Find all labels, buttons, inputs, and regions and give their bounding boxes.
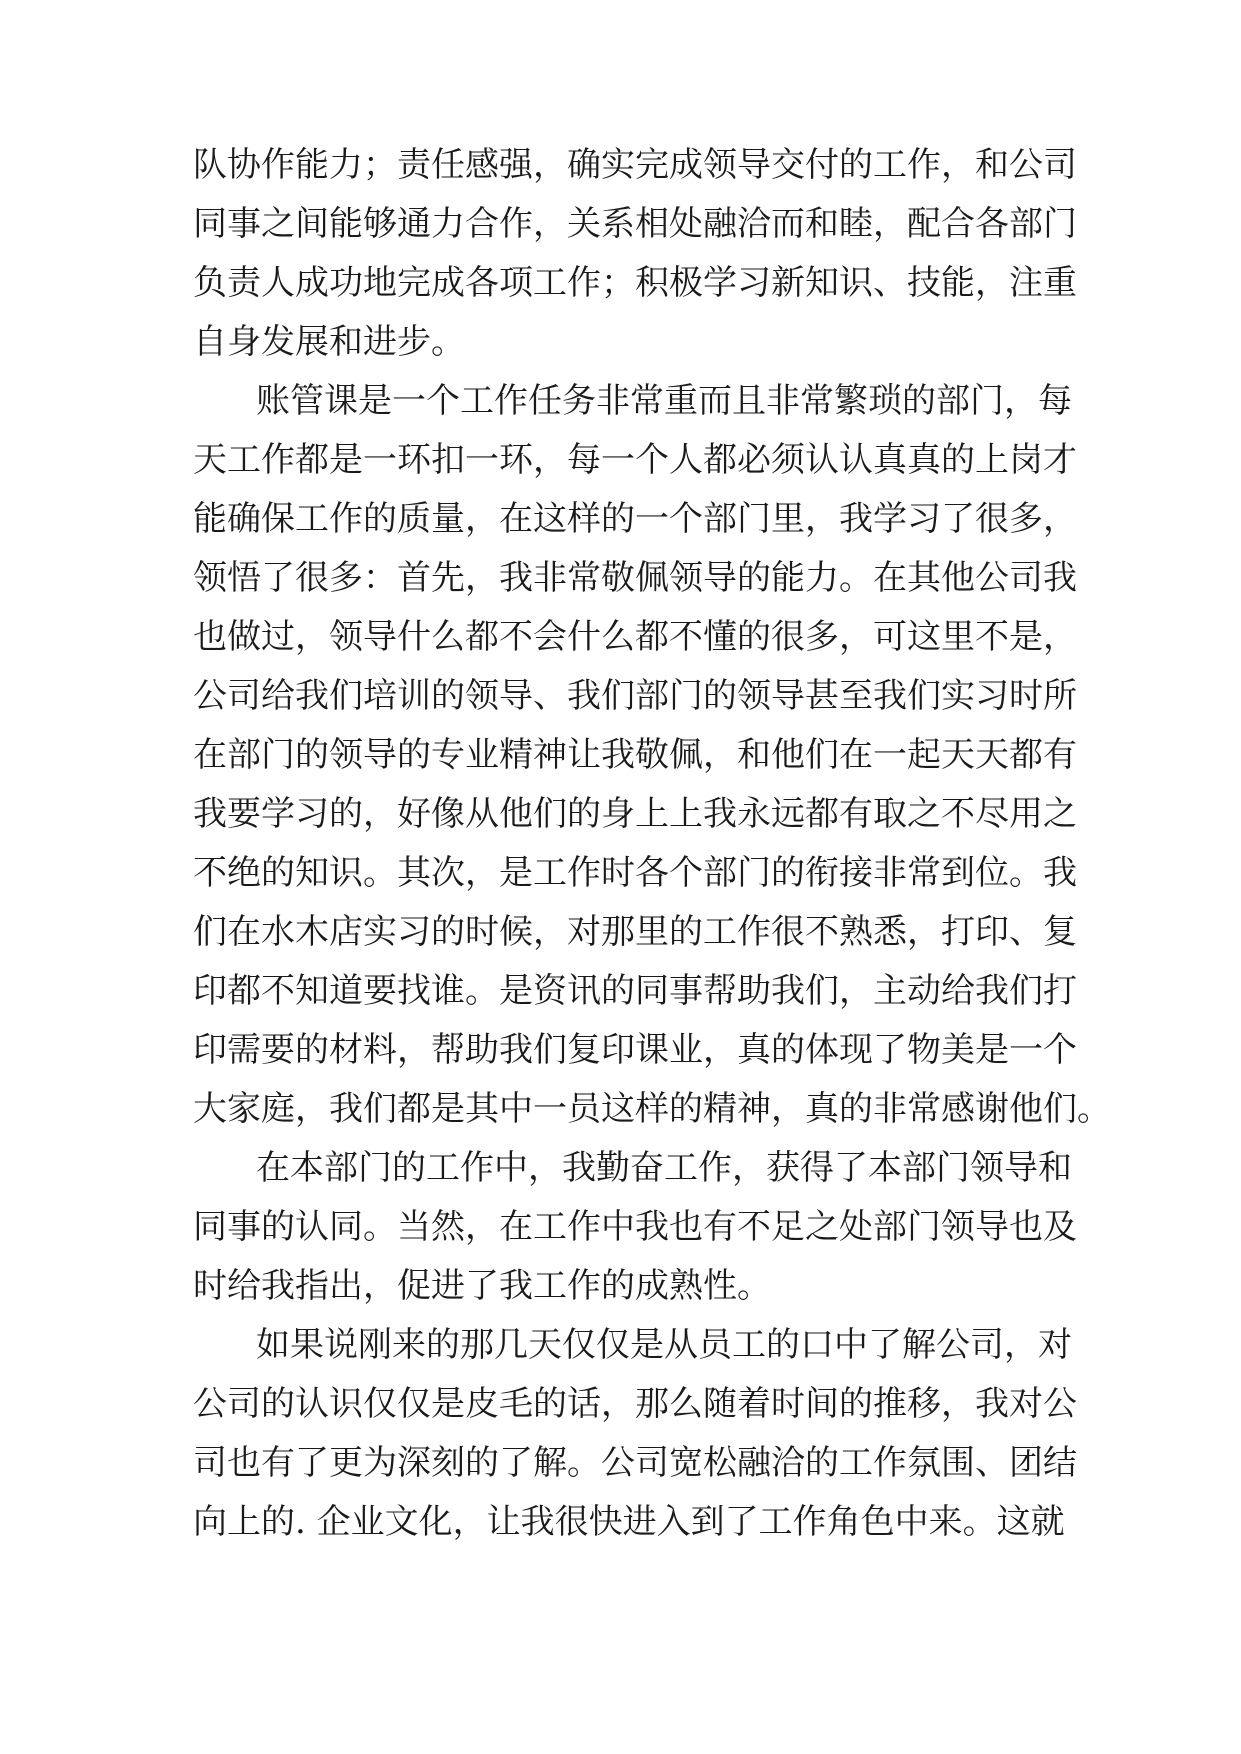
paragraph-first-line: 账管课是一个工作任务非常重而且非常繁琐的部门，每 xyxy=(256,381,1072,421)
text-line: 公司的认识仅仅是皮毛的话，那么随着时间的推移，我对公 xyxy=(193,1384,1077,1424)
paragraph-first-line: 如果说刚来的那几天仅仅是从员工的口中了解公司，对 xyxy=(256,1325,1072,1365)
text-line: 们在水木店实习的时候，对那里的工作很不熟悉，打印、复 xyxy=(193,912,1077,952)
text-line: 印都不知道要找谁。是资讯的同事帮助我们，主动给我们打 xyxy=(193,971,1077,1011)
text-line: 队协作能力；责任感强，确实完成领导交付的工作，和公司 xyxy=(193,145,1077,185)
text-line: 司也有了更为深刻的了解。公司宽松融洽的工作氛围、团结 xyxy=(193,1443,1077,1483)
text-line: 天工作都是一环扣一环，每一个人都必须认认真真的上岗才 xyxy=(193,440,1077,480)
text-line: 我要学习的，好像从他们的身上上我永远都有取之不尽用之 xyxy=(193,794,1077,834)
text-line: 公司给我们培训的领导、我们部门的领导甚至我们实习时所 xyxy=(193,676,1077,716)
text-line: 时给我指出，促进了我工作的成熟性。 xyxy=(193,1266,771,1306)
text-line: 在部门的领导的专业精神让我敬佩，和他们在一起天天都有 xyxy=(193,735,1077,775)
paragraph-first-line: 在本部门的工作中，我勤奋工作，获得了本部门领导和 xyxy=(256,1148,1072,1188)
text-line: 向上的. 企业文化，让我很快进入到了工作角色中来。这就 xyxy=(193,1502,1065,1542)
text-line: 大家庭，我们都是其中一员这样的精神，真的非常感谢他们。 xyxy=(193,1089,1111,1129)
text-line: 自身发展和进步。 xyxy=(193,322,465,362)
text-line: 印需要的材料，帮助我们复印课业，真的体现了物美是一个 xyxy=(193,1030,1077,1070)
text-line: 领悟了很多：首先，我非常敬佩领导的能力。在其他公司我 xyxy=(193,558,1077,598)
text-line: 不绝的知识。其次，是工作时各个部门的衔接非常到位。我 xyxy=(193,853,1077,893)
text-line: 能确保工作的质量，在这样的一个部门里，我学习了很多， xyxy=(193,499,1077,539)
text-line: 同事之间能够通力合作，关系相处融洽而和睦，配合各部门 xyxy=(193,204,1077,244)
text-line: 同事的认同。当然，在工作中我也有不足之处部门领导也及 xyxy=(193,1207,1077,1247)
text-line: 也做过，领导什么都不会什么都不懂的很多，可这里不是， xyxy=(193,617,1077,657)
text-line: 负责人成功地完成各项工作；积极学习新知识、技能，注重 xyxy=(193,263,1077,303)
